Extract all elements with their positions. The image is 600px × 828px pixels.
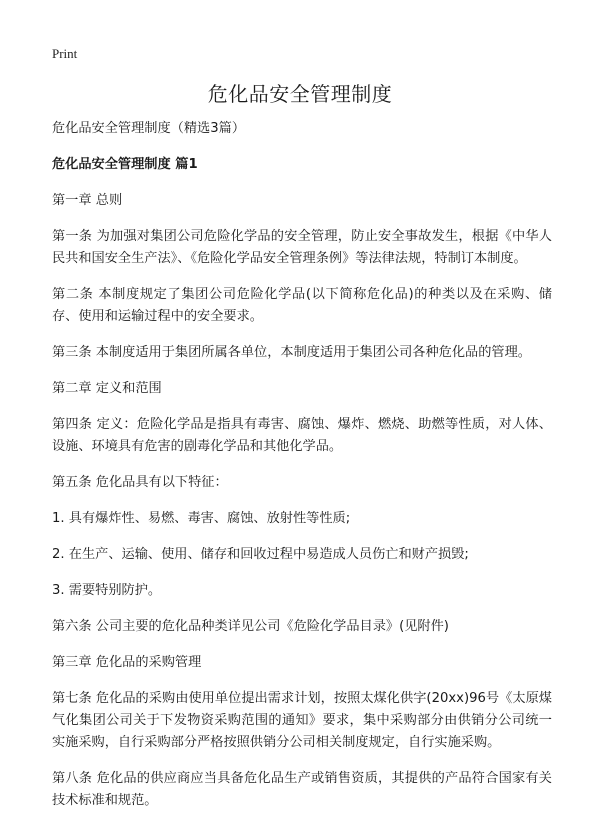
chapter-heading: 第三章 危化品的采购管理 bbox=[52, 655, 202, 670]
article-paragraph: 第三条 本制度适用于集团所属各单位，本制度适用于集团公司各种危化品的管理。 bbox=[52, 345, 531, 360]
list-item: 1. 具有爆炸性、易燃、毒害、腐蚀、放射性等性质; bbox=[52, 511, 351, 526]
document-body bbox=[52, 118, 552, 826]
article-paragraph: 第四条 定义：危险化学品是指具有毒害、腐蚀、爆炸、燃烧、助燃等性质，对人体、设施、环境具有危害的剧毒化学品和其他化学品。 bbox=[52, 417, 552, 454]
chapter-heading: 第一章 总则 bbox=[52, 193, 123, 208]
article-paragraph: 第七条 危化品的采购由使用单位提出需求计划，按照太煤化供字(20xx)96号《太原煤气化集团公司关于下发物资采购范围的通知》要求，集中采购部分由供销分公司统一实施采购，自行采购部分严格按照供销分公司相关制度规定，自行实施采购。 bbox=[52, 691, 552, 750]
document-title: 危化品安全管理制度 bbox=[207, 82, 393, 106]
article-paragraph: 第二条 本制度规定了集团公司危险化学品(以下简称危化品)的种类以及在采购、储存、使用和运输过程中的安全要求。 bbox=[52, 287, 552, 324]
article-paragraph: 第一条 为加强对集团公司危险化学品的安全管理，防止安全事故发生，根据《中华人民共和国安全生产法》、《危险化学品安全管理条例》等法律法规，特制订本制度。 bbox=[52, 229, 552, 266]
section-title: 危化品安全管理制度 篇1 bbox=[52, 157, 198, 172]
chapter-heading: 第二章 定义和范围 bbox=[52, 381, 162, 396]
list-item: 2. 在生产、运输、使用、储存和回收过程中易造成人员伤亡和财产损毁; bbox=[52, 547, 469, 562]
print-link[interactable]: Print bbox=[52, 46, 78, 61]
article-paragraph: 第五条 危化品具有以下特征： bbox=[52, 475, 228, 490]
article-paragraph: 第八条 危化品的供应商应当具备危化品生产或销售资质，其提供的产品符合国家有关技术标准和规范。 bbox=[52, 771, 552, 808]
list-item: 3. 需要特别防护。 bbox=[52, 583, 162, 598]
article-paragraph: 第六条 公司主要的危化品种类详见公司《危险化学品目录》(见附件) bbox=[52, 619, 449, 634]
document-subtitle: 危化品安全管理制度（精选3篇） bbox=[52, 121, 246, 136]
